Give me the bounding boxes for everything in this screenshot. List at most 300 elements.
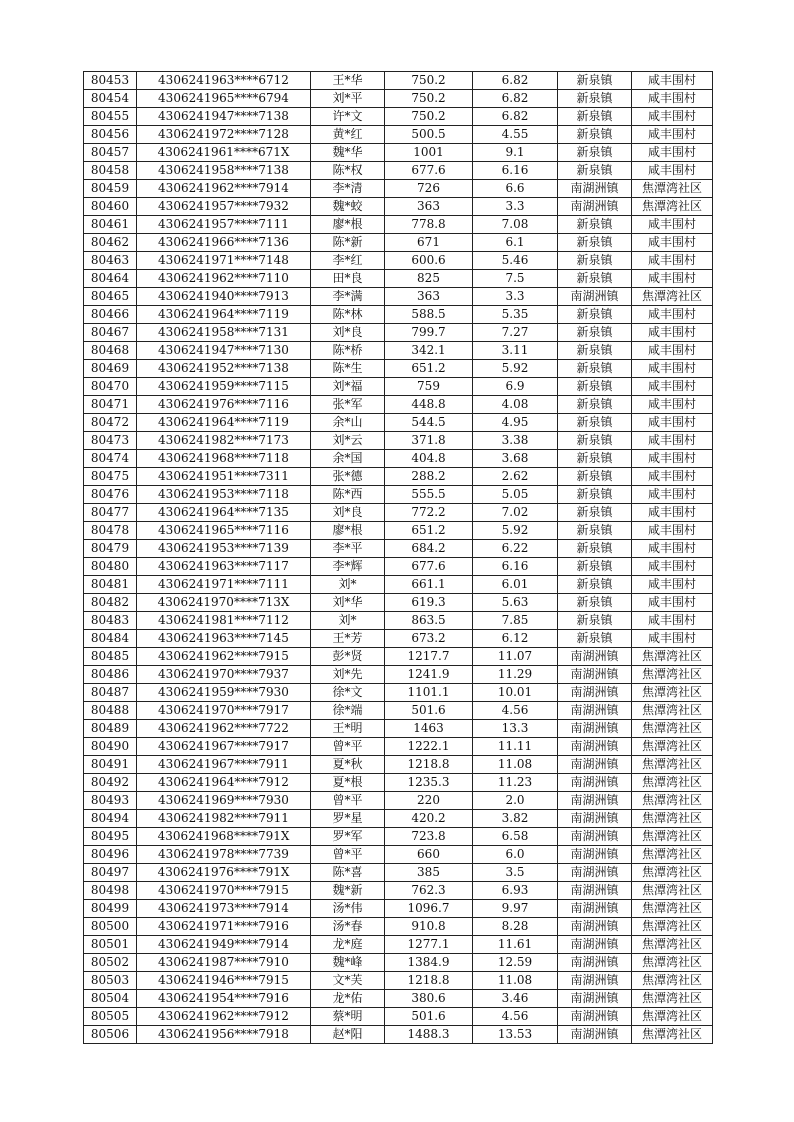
serial-number-cell: 80470 — [84, 378, 137, 396]
amount-cell: 11.29 — [473, 666, 558, 684]
village-cell: 咸丰围村 — [632, 576, 713, 594]
town-cell: 新泉镇 — [558, 270, 632, 288]
name-cell: 徐*文 — [311, 684, 385, 702]
name-cell: 夏*根 — [311, 774, 385, 792]
serial-number-cell: 80483 — [84, 612, 137, 630]
table-row — [84, 270, 713, 288]
area-cell: 661.1 — [385, 576, 473, 594]
village-cell: 焦潭湾社区 — [632, 738, 713, 756]
table-row — [84, 792, 713, 810]
name-cell: 余*山 — [311, 414, 385, 432]
name-cell: 余*国 — [311, 450, 385, 468]
serial-number-cell: 80465 — [84, 288, 137, 306]
town-cell: 新泉镇 — [558, 252, 632, 270]
area-cell: 726 — [385, 180, 473, 198]
id-card-cell: 4306241953****7139 — [137, 540, 311, 558]
serial-number-cell: 80455 — [84, 108, 137, 126]
table-row — [84, 972, 713, 990]
town-cell: 南湖洲镇 — [558, 198, 632, 216]
village-cell: 焦潭湾社区 — [632, 702, 713, 720]
area-cell: 1222.1 — [385, 738, 473, 756]
name-cell: 刘*先 — [311, 666, 385, 684]
serial-number-cell: 80458 — [84, 162, 137, 180]
id-card-cell: 4306241956****7918 — [137, 1026, 311, 1044]
serial-number-cell: 80495 — [84, 828, 137, 846]
table-row — [84, 126, 713, 144]
amount-cell: 7.5 — [473, 270, 558, 288]
table-row — [84, 666, 713, 684]
town-cell: 南湖洲镇 — [558, 756, 632, 774]
id-card-cell: 4306241961****671X — [137, 144, 311, 162]
village-cell: 咸丰围村 — [632, 540, 713, 558]
amount-cell: 6.01 — [473, 576, 558, 594]
town-cell: 新泉镇 — [558, 594, 632, 612]
data-table — [83, 71, 713, 1044]
village-cell: 咸丰围村 — [632, 486, 713, 504]
village-cell: 焦潭湾社区 — [632, 954, 713, 972]
area-cell: 1218.8 — [385, 972, 473, 990]
id-card-cell: 4306241962****7915 — [137, 648, 311, 666]
table-row — [84, 630, 713, 648]
serial-number-cell: 80474 — [84, 450, 137, 468]
id-card-cell: 4306241949****7914 — [137, 936, 311, 954]
amount-cell: 11.11 — [473, 738, 558, 756]
amount-cell: 3.46 — [473, 990, 558, 1008]
area-cell: 1488.3 — [385, 1026, 473, 1044]
name-cell: 廖*根 — [311, 522, 385, 540]
table-row — [84, 882, 713, 900]
amount-cell: 5.35 — [473, 306, 558, 324]
name-cell: 刘*良 — [311, 324, 385, 342]
amount-cell: 3.11 — [473, 342, 558, 360]
village-cell: 咸丰围村 — [632, 306, 713, 324]
town-cell: 南湖洲镇 — [558, 774, 632, 792]
area-cell: 772.2 — [385, 504, 473, 522]
village-cell: 咸丰围村 — [632, 378, 713, 396]
id-card-cell: 4306241970****7915 — [137, 882, 311, 900]
id-card-cell: 4306241959****7115 — [137, 378, 311, 396]
area-cell: 660 — [385, 846, 473, 864]
amount-cell: 3.82 — [473, 810, 558, 828]
serial-number-cell: 80454 — [84, 90, 137, 108]
serial-number-cell: 80492 — [84, 774, 137, 792]
amount-cell: 5.92 — [473, 522, 558, 540]
village-cell: 咸丰围村 — [632, 252, 713, 270]
serial-number-cell: 80506 — [84, 1026, 137, 1044]
town-cell: 南湖洲镇 — [558, 918, 632, 936]
amount-cell: 4.56 — [473, 1008, 558, 1026]
serial-number-cell: 80493 — [84, 792, 137, 810]
village-cell: 咸丰围村 — [632, 72, 713, 90]
town-cell: 南湖洲镇 — [558, 792, 632, 810]
area-cell: 1101.1 — [385, 684, 473, 702]
area-cell: 778.8 — [385, 216, 473, 234]
amount-cell: 6.82 — [473, 108, 558, 126]
id-card-cell: 4306241963****7117 — [137, 558, 311, 576]
area-cell: 750.2 — [385, 72, 473, 90]
village-cell: 咸丰围村 — [632, 144, 713, 162]
town-cell: 南湖洲镇 — [558, 972, 632, 990]
id-card-cell: 4306241957****7111 — [137, 216, 311, 234]
name-cell: 刘*福 — [311, 378, 385, 396]
table-row — [84, 576, 713, 594]
table-row — [84, 1026, 713, 1044]
name-cell: 刘*华 — [311, 594, 385, 612]
area-cell: 220 — [385, 792, 473, 810]
name-cell: 刘*平 — [311, 90, 385, 108]
serial-number-cell: 80463 — [84, 252, 137, 270]
id-card-cell: 4306241963****6712 — [137, 72, 311, 90]
serial-number-cell: 80484 — [84, 630, 137, 648]
area-cell: 825 — [385, 270, 473, 288]
id-card-cell: 4306241951****7311 — [137, 468, 311, 486]
name-cell: 龙*佑 — [311, 990, 385, 1008]
amount-cell: 6.82 — [473, 72, 558, 90]
town-cell: 南湖洲镇 — [558, 990, 632, 1008]
village-cell: 焦潭湾社区 — [632, 774, 713, 792]
name-cell: 张*德 — [311, 468, 385, 486]
area-cell: 500.5 — [385, 126, 473, 144]
table-row — [84, 342, 713, 360]
area-cell: 385 — [385, 864, 473, 882]
id-card-cell: 4306241962****7722 — [137, 720, 311, 738]
table-row — [84, 486, 713, 504]
id-card-cell: 4306241962****7912 — [137, 1008, 311, 1026]
village-cell: 焦潭湾社区 — [632, 648, 713, 666]
town-cell: 新泉镇 — [558, 468, 632, 486]
amount-cell: 7.02 — [473, 504, 558, 522]
village-cell: 焦潭湾社区 — [632, 810, 713, 828]
amount-cell: 5.05 — [473, 486, 558, 504]
village-cell: 焦潭湾社区 — [632, 1026, 713, 1044]
area-cell: 363 — [385, 198, 473, 216]
serial-number-cell: 80457 — [84, 144, 137, 162]
village-cell: 焦潭湾社区 — [632, 198, 713, 216]
town-cell: 新泉镇 — [558, 162, 632, 180]
area-cell: 673.2 — [385, 630, 473, 648]
village-cell: 焦潭湾社区 — [632, 990, 713, 1008]
amount-cell: 2.0 — [473, 792, 558, 810]
village-cell: 咸丰围村 — [632, 432, 713, 450]
id-card-cell: 4306241947****7130 — [137, 342, 311, 360]
amount-cell: 3.68 — [473, 450, 558, 468]
town-cell: 新泉镇 — [558, 324, 632, 342]
amount-cell: 6.12 — [473, 630, 558, 648]
village-cell: 咸丰围村 — [632, 270, 713, 288]
village-cell: 咸丰围村 — [632, 414, 713, 432]
amount-cell: 6.16 — [473, 558, 558, 576]
village-cell: 焦潭湾社区 — [632, 180, 713, 198]
area-cell: 448.8 — [385, 396, 473, 414]
serial-number-cell: 80476 — [84, 486, 137, 504]
serial-number-cell: 80494 — [84, 810, 137, 828]
serial-number-cell: 80472 — [84, 414, 137, 432]
town-cell: 新泉镇 — [558, 612, 632, 630]
name-cell: 李*平 — [311, 540, 385, 558]
id-card-cell: 4306241940****7913 — [137, 288, 311, 306]
town-cell: 南湖洲镇 — [558, 180, 632, 198]
table-row — [84, 288, 713, 306]
area-cell: 677.6 — [385, 558, 473, 576]
id-card-cell: 4306241976****791X — [137, 864, 311, 882]
village-cell: 咸丰围村 — [632, 360, 713, 378]
amount-cell: 11.23 — [473, 774, 558, 792]
town-cell: 新泉镇 — [558, 90, 632, 108]
table-row — [84, 72, 713, 90]
town-cell: 新泉镇 — [558, 432, 632, 450]
serial-number-cell: 80459 — [84, 180, 137, 198]
table-row — [84, 936, 713, 954]
area-cell: 1463 — [385, 720, 473, 738]
serial-number-cell: 80478 — [84, 522, 137, 540]
town-cell: 新泉镇 — [558, 360, 632, 378]
table-row — [84, 306, 713, 324]
amount-cell: 6.6 — [473, 180, 558, 198]
town-cell: 新泉镇 — [558, 342, 632, 360]
id-card-cell: 4306241958****7131 — [137, 324, 311, 342]
town-cell: 新泉镇 — [558, 396, 632, 414]
table-row — [84, 324, 713, 342]
name-cell: 赵*阳 — [311, 1026, 385, 1044]
table-row — [84, 162, 713, 180]
village-cell: 咸丰围村 — [632, 234, 713, 252]
serial-number-cell: 80453 — [84, 72, 137, 90]
area-cell: 404.8 — [385, 450, 473, 468]
id-card-cell: 4306241965****7116 — [137, 522, 311, 540]
name-cell: 陈*西 — [311, 486, 385, 504]
table-row — [84, 594, 713, 612]
name-cell: 夏*秋 — [311, 756, 385, 774]
id-card-cell: 4306241970****7937 — [137, 666, 311, 684]
town-cell: 南湖洲镇 — [558, 720, 632, 738]
village-cell: 咸丰围村 — [632, 468, 713, 486]
village-cell: 焦潭湾社区 — [632, 882, 713, 900]
town-cell: 南湖洲镇 — [558, 648, 632, 666]
village-cell: 焦潭湾社区 — [632, 918, 713, 936]
table-row — [84, 450, 713, 468]
town-cell: 新泉镇 — [558, 72, 632, 90]
amount-cell: 5.92 — [473, 360, 558, 378]
name-cell: 许*文 — [311, 108, 385, 126]
area-cell: 750.2 — [385, 108, 473, 126]
table-row — [84, 738, 713, 756]
table-row — [84, 216, 713, 234]
serial-number-cell: 80501 — [84, 936, 137, 954]
village-cell: 焦潭湾社区 — [632, 720, 713, 738]
town-cell: 新泉镇 — [558, 522, 632, 540]
serial-number-cell: 80485 — [84, 648, 137, 666]
id-card-cell: 4306241972****7128 — [137, 126, 311, 144]
village-cell: 咸丰围村 — [632, 522, 713, 540]
id-card-cell: 4306241964****7912 — [137, 774, 311, 792]
village-cell: 咸丰围村 — [632, 396, 713, 414]
id-card-cell: 4306241969****7930 — [137, 792, 311, 810]
town-cell: 南湖洲镇 — [558, 702, 632, 720]
id-card-cell: 4306241954****7916 — [137, 990, 311, 1008]
id-card-cell: 4306241967****7917 — [137, 738, 311, 756]
village-cell: 焦潭湾社区 — [632, 666, 713, 684]
id-card-cell: 4306241971****7111 — [137, 576, 311, 594]
name-cell: 李*清 — [311, 180, 385, 198]
village-cell: 焦潭湾社区 — [632, 900, 713, 918]
amount-cell: 3.5 — [473, 864, 558, 882]
area-cell: 420.2 — [385, 810, 473, 828]
village-cell: 咸丰围村 — [632, 324, 713, 342]
town-cell: 南湖洲镇 — [558, 828, 632, 846]
table-row — [84, 810, 713, 828]
town-cell: 南湖洲镇 — [558, 846, 632, 864]
town-cell: 新泉镇 — [558, 540, 632, 558]
village-cell: 咸丰围村 — [632, 90, 713, 108]
serial-number-cell: 80487 — [84, 684, 137, 702]
amount-cell: 6.1 — [473, 234, 558, 252]
serial-number-cell: 80468 — [84, 342, 137, 360]
id-card-cell: 4306241967****7911 — [137, 756, 311, 774]
amount-cell: 11.07 — [473, 648, 558, 666]
village-cell: 咸丰围村 — [632, 216, 713, 234]
area-cell: 762.3 — [385, 882, 473, 900]
amount-cell: 13.3 — [473, 720, 558, 738]
area-cell: 544.5 — [385, 414, 473, 432]
name-cell: 文*芙 — [311, 972, 385, 990]
table-row — [84, 108, 713, 126]
area-cell: 555.5 — [385, 486, 473, 504]
serial-number-cell: 80490 — [84, 738, 137, 756]
serial-number-cell: 80499 — [84, 900, 137, 918]
village-cell: 焦潭湾社区 — [632, 864, 713, 882]
amount-cell: 11.08 — [473, 972, 558, 990]
village-cell: 咸丰围村 — [632, 630, 713, 648]
area-cell: 684.2 — [385, 540, 473, 558]
name-cell: 王*华 — [311, 72, 385, 90]
town-cell: 南湖洲镇 — [558, 954, 632, 972]
serial-number-cell: 80504 — [84, 990, 137, 1008]
amount-cell: 4.55 — [473, 126, 558, 144]
id-card-cell: 4306241982****7173 — [137, 432, 311, 450]
serial-number-cell: 80502 — [84, 954, 137, 972]
name-cell: 魏*峰 — [311, 954, 385, 972]
id-card-cell: 4306241953****7118 — [137, 486, 311, 504]
name-cell: 李*满 — [311, 288, 385, 306]
town-cell: 南湖洲镇 — [558, 900, 632, 918]
id-card-cell: 4306241971****7916 — [137, 918, 311, 936]
id-card-cell: 4306241965****6794 — [137, 90, 311, 108]
serial-number-cell: 80489 — [84, 720, 137, 738]
town-cell: 南湖洲镇 — [558, 882, 632, 900]
name-cell: 田*良 — [311, 270, 385, 288]
town-cell: 新泉镇 — [558, 216, 632, 234]
serial-number-cell: 80482 — [84, 594, 137, 612]
serial-number-cell: 80479 — [84, 540, 137, 558]
id-card-cell: 4306241976****7116 — [137, 396, 311, 414]
table-row — [84, 900, 713, 918]
serial-number-cell: 80467 — [84, 324, 137, 342]
amount-cell: 13.53 — [473, 1026, 558, 1044]
area-cell: 1235.3 — [385, 774, 473, 792]
area-cell: 1384.9 — [385, 954, 473, 972]
amount-cell: 6.58 — [473, 828, 558, 846]
serial-number-cell: 80496 — [84, 846, 137, 864]
serial-number-cell: 80466 — [84, 306, 137, 324]
town-cell: 新泉镇 — [558, 378, 632, 396]
table-row — [84, 756, 713, 774]
town-cell: 南湖洲镇 — [558, 936, 632, 954]
name-cell: 魏*蛟 — [311, 198, 385, 216]
amount-cell: 3.3 — [473, 288, 558, 306]
village-cell: 咸丰围村 — [632, 612, 713, 630]
area-cell: 371.8 — [385, 432, 473, 450]
area-cell: 910.8 — [385, 918, 473, 936]
id-card-cell: 4306241970****7917 — [137, 702, 311, 720]
serial-number-cell: 80477 — [84, 504, 137, 522]
name-cell: 汤*春 — [311, 918, 385, 936]
name-cell: 陈*喜 — [311, 864, 385, 882]
amount-cell: 11.61 — [473, 936, 558, 954]
name-cell: 魏*新 — [311, 882, 385, 900]
serial-number-cell: 80500 — [84, 918, 137, 936]
table-row — [84, 396, 713, 414]
town-cell: 新泉镇 — [558, 558, 632, 576]
town-cell: 南湖洲镇 — [558, 1008, 632, 1026]
name-cell: 廖*根 — [311, 216, 385, 234]
town-cell: 南湖洲镇 — [558, 810, 632, 828]
amount-cell: 4.95 — [473, 414, 558, 432]
village-cell: 焦潭湾社区 — [632, 684, 713, 702]
village-cell: 焦潭湾社区 — [632, 1008, 713, 1026]
name-cell: 蔡*明 — [311, 1008, 385, 1026]
id-card-cell: 4306241981****7112 — [137, 612, 311, 630]
table-row — [84, 522, 713, 540]
town-cell: 新泉镇 — [558, 576, 632, 594]
table-row — [84, 774, 713, 792]
serial-number-cell: 80461 — [84, 216, 137, 234]
area-cell: 651.2 — [385, 522, 473, 540]
area-cell: 288.2 — [385, 468, 473, 486]
town-cell: 新泉镇 — [558, 486, 632, 504]
amount-cell: 6.9 — [473, 378, 558, 396]
name-cell: 陈*生 — [311, 360, 385, 378]
town-cell: 新泉镇 — [558, 306, 632, 324]
amount-cell: 9.97 — [473, 900, 558, 918]
amount-cell: 11.08 — [473, 756, 558, 774]
name-cell: 徐*端 — [311, 702, 385, 720]
village-cell: 焦潭湾社区 — [632, 972, 713, 990]
area-cell: 619.3 — [385, 594, 473, 612]
amount-cell: 7.85 — [473, 612, 558, 630]
name-cell: 王*明 — [311, 720, 385, 738]
area-cell: 363 — [385, 288, 473, 306]
table-row — [84, 720, 713, 738]
village-cell: 咸丰围村 — [632, 504, 713, 522]
serial-number-cell: 80462 — [84, 234, 137, 252]
town-cell: 新泉镇 — [558, 144, 632, 162]
town-cell: 南湖洲镇 — [558, 1026, 632, 1044]
village-cell: 焦潭湾社区 — [632, 288, 713, 306]
serial-number-cell: 80481 — [84, 576, 137, 594]
name-cell: 张*军 — [311, 396, 385, 414]
village-cell: 焦潭湾社区 — [632, 756, 713, 774]
table-row — [84, 684, 713, 702]
amount-cell: 5.46 — [473, 252, 558, 270]
serial-number-cell: 80505 — [84, 1008, 137, 1026]
village-cell: 焦潭湾社区 — [632, 792, 713, 810]
table-row — [84, 378, 713, 396]
serial-number-cell: 80471 — [84, 396, 137, 414]
id-card-cell: 4306241964****7119 — [137, 306, 311, 324]
town-cell: 南湖洲镇 — [558, 864, 632, 882]
area-cell: 759 — [385, 378, 473, 396]
table-row — [84, 468, 713, 486]
